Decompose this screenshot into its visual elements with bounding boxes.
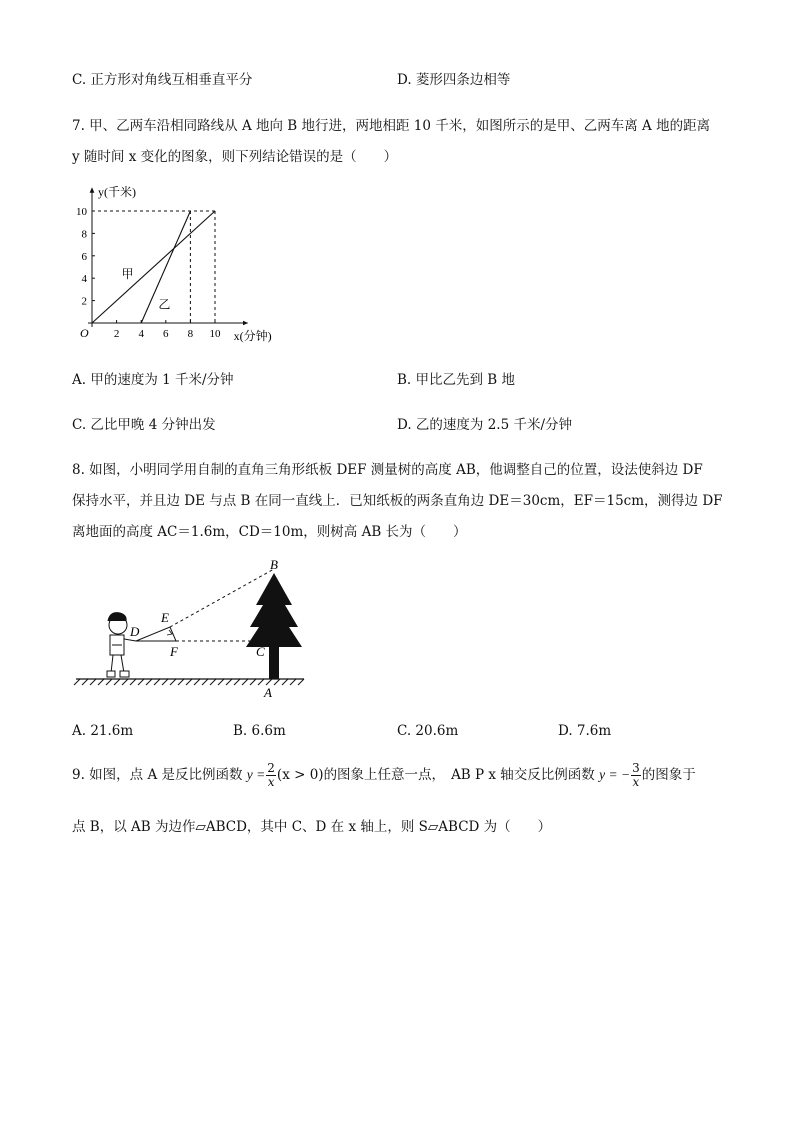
label-c: C	[256, 644, 265, 659]
y-tick-label: 6	[81, 250, 87, 263]
series-label-jia: 甲	[121, 267, 134, 282]
tree-icon	[246, 573, 302, 679]
q7-option-d: D. 乙的速度为 2.5 千米/分钟	[397, 417, 573, 433]
q9-func1-num: 2	[267, 761, 275, 775]
option-c-prev: C. 正方形对角线互相垂直平分	[72, 72, 253, 88]
q9-func1-fraction	[266, 762, 276, 789]
label-a: A	[264, 685, 272, 700]
label-e: E	[161, 610, 169, 625]
y-tick-label: 2	[81, 295, 87, 308]
q9-func2-num: 3	[632, 761, 640, 775]
y-axis-label: y(千米)	[98, 185, 136, 199]
q8-stem-line1: 8. 如图，小明同学用自制的直角三角形纸板 DEF 测量树的高度 AB，他调整自己的位置，设法使斜边 DF	[72, 462, 703, 478]
q8-stem-line2: 保持水平，并且边 DE 与点 B 在同一直线上．已知纸板的两条直角边 DE＝30cm，EF＝15cm，测得边 DF	[72, 493, 723, 509]
y-tick-label: 4	[81, 273, 87, 286]
q9-text-4: 的图象于	[641, 767, 696, 783]
y-tick-label: 10	[76, 206, 87, 218]
q8-option-a: A. 21.6m	[72, 723, 134, 739]
q8-stem-line3: 离地面的高度 AC＝1.6m，CD＝10m，则树高 AB 长为（ ）	[72, 524, 467, 540]
origin-label: O	[80, 326, 89, 340]
label-b: B	[270, 557, 278, 572]
x-tick-label: 8	[187, 328, 194, 340]
option-d-prev: D. 菱形四条边相等	[397, 72, 511, 88]
q9-func1-den: x	[267, 775, 275, 789]
q7-option-a: A. 甲的速度为 1 千米/分钟	[72, 372, 234, 388]
q8-option-d: D. 7.6m	[558, 723, 612, 739]
q8-option-b: B. 6.6m	[233, 723, 286, 739]
q7-chart	[68, 180, 298, 350]
label-d: D	[130, 624, 140, 639]
q9-func1-domain: (x > 0)	[276, 767, 324, 783]
q7-stem-line1: 7. 甲、乙两车沿相同路线从 A 地向 B 地行进，两地相距 10 千米，如图所示的是甲、乙两车离 A 地的距离	[72, 118, 711, 134]
x-tick-label: 2	[113, 328, 120, 340]
series-label-yi: 乙	[158, 297, 171, 312]
q9-text-2: 的图象上任意一点，	[323, 767, 446, 783]
q8-option-c: C. 20.6m	[397, 723, 459, 739]
q9-stem-line1	[72, 762, 696, 789]
x-tick-label: 6	[163, 328, 169, 340]
x-axis-label: x(分钟)	[233, 329, 272, 343]
label-f: F	[170, 644, 178, 659]
q9-func2-lhs: y = −	[599, 767, 631, 782]
q9-stem-line2: 点 B，以 AB 为边作▱ABCD，其中 C、D 在 x 轴上，则 S▱ABCD 为（ ）	[72, 819, 552, 835]
q9-func2-fraction	[631, 762, 641, 789]
q9-text-1: 9. 如图，点 A 是反比例函数	[72, 767, 247, 783]
boy-icon	[107, 613, 136, 677]
q7-option-c: C. 乙比甲晚 4 分钟出发	[72, 417, 216, 433]
q8-figure	[70, 555, 310, 705]
q9-text-3: AB P x 轴交反比例函数	[451, 767, 600, 783]
x-tick-label: 10	[209, 328, 221, 340]
y-tick-label: 8	[81, 228, 87, 241]
q7-option-b: B. 甲比乙先到 B 地	[397, 372, 516, 388]
x-tick-label: 4	[138, 328, 144, 340]
q7-stem-line2: y 随时间 x 变化的图象，则下列结论错误的是（ ）	[72, 149, 398, 165]
q9-func1-lhs: y =	[246, 767, 266, 782]
series-line-jia	[92, 211, 215, 323]
q9-func2-den: x	[632, 775, 640, 789]
